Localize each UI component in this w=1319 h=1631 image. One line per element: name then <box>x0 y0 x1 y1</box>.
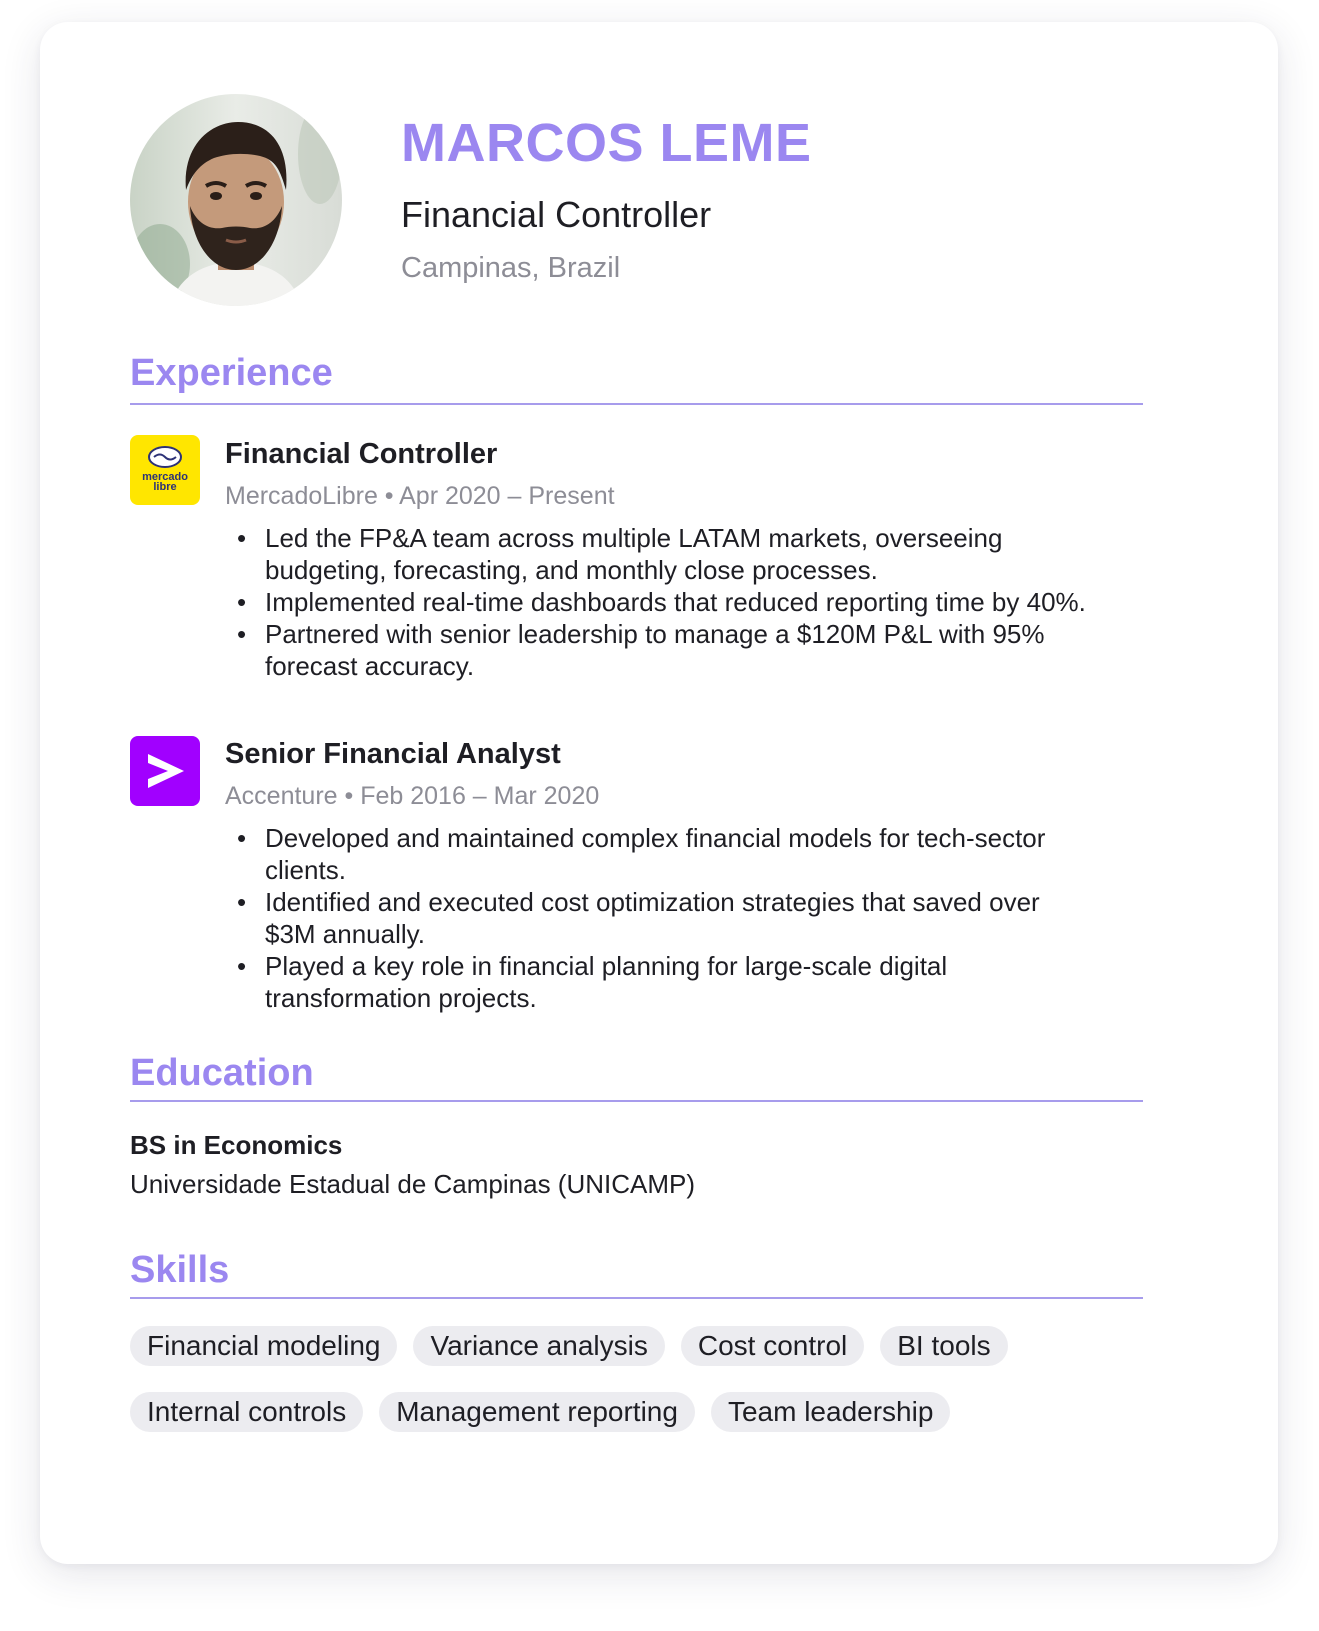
skill-chip: Cost control <box>681 1326 864 1366</box>
skill-chip: Financial modeling <box>130 1326 397 1366</box>
degree: BS in Economics <box>130 1130 343 1160</box>
job-bullet: • Developed and maintained complex financial models for tech-sector clients. <box>225 822 1095 886</box>
skills-heading: Skills <box>130 1249 230 1291</box>
experience-heading: Experience <box>130 352 333 394</box>
svg-text:libre: libre <box>153 481 177 493</box>
mercadolibre-handshake-icon <box>130 435 200 505</box>
job-bullet: • Partnered with senior leadership to manage a $120M P&L with 95% forecast accuracy. <box>225 618 1095 682</box>
profile-photo <box>130 94 342 306</box>
job-bullet: • Led the FP&A team across multiple LATAM markets, overseeing budgeting, forecasting, and monthly close processes. <box>225 522 1095 586</box>
job-title: Senior Financial Analyst <box>225 738 561 770</box>
job-meta: Accenture • Feb 2016 – Mar 2020 <box>225 782 600 810</box>
job-bullets <box>225 522 1095 682</box>
job-bullets <box>225 822 1095 1014</box>
skills-row <box>130 1326 1008 1366</box>
skills-row <box>130 1392 950 1432</box>
skill-chip: Team leadership <box>711 1392 950 1432</box>
job-bullet: • Identified and executed cost optimization strategies that saved over $3M annually. <box>225 886 1095 950</box>
candidate-name: MARCOS LEME <box>401 113 812 173</box>
accenture-chevron-icon <box>130 736 200 806</box>
experience-divider <box>130 403 1143 405</box>
skill-chip: Management reporting <box>379 1392 695 1432</box>
job-title: Financial Controller <box>225 438 498 470</box>
skill-chip: BI tools <box>880 1326 1007 1366</box>
resume-card <box>40 22 1278 1564</box>
skills-divider <box>130 1297 1143 1299</box>
education-divider <box>130 1100 1143 1102</box>
profile-photo-illustration <box>130 94 342 306</box>
candidate-location: Campinas, Brazil <box>401 252 621 284</box>
skill-chip: Internal controls <box>130 1392 363 1432</box>
skill-chip: Variance analysis <box>413 1326 664 1366</box>
job-meta: MercadoLibre • Apr 2020 – Present <box>225 482 615 510</box>
school-name: Universidade Estadual de Campinas (UNICAMP) <box>130 1169 696 1199</box>
job-bullet: • Played a key role in financial planning for large-scale digital transformation projects. <box>225 950 1095 1014</box>
education-heading: Education <box>130 1052 314 1094</box>
accenture-logo-icon <box>130 736 200 806</box>
candidate-title: Financial Controller <box>401 194 712 235</box>
job-bullet: • Implemented real-time dashboards that reduced reporting time by 40%. <box>225 586 1095 618</box>
svg-text:mercado: mercado <box>142 471 188 483</box>
mercadolibre-logo-icon <box>130 435 200 505</box>
